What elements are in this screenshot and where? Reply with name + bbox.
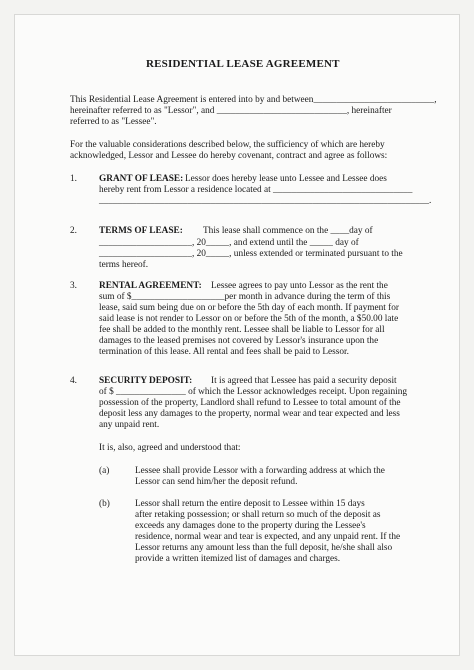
section-2-line-4: terms hereof. — [99, 260, 149, 270]
section-4-also: It is, also, agreed and understood that: — [99, 443, 241, 453]
section-4-line-3: possession of the property, Landlord shall refund to Lessee to total amount of the — [99, 398, 401, 408]
section-4-line-5: any unpaid rent. — [99, 420, 160, 430]
clause-b-line-4: residence, normal wear and tear is expected, and any unpaid rent. If the — [135, 532, 401, 542]
section-3-line-4: said lease is not render to Lessor on or before the 5th of the month, a $50.00 late — [99, 314, 399, 324]
clause-b-line-2: after retaking possession; or shall return so much of the deposit as — [135, 510, 381, 520]
section-1-heading: GRANT OF LEASE: — [99, 174, 184, 184]
intro-line-1: This Residential Lease Agreement is entered into by and between__________________________, — [70, 95, 437, 105]
section-2-number: 2. — [70, 226, 77, 236]
section-3-number: 3. — [70, 281, 77, 291]
section-2-heading: TERMS OF LEASE: — [99, 226, 183, 236]
consideration-line-1: For the valuable considerations described below, the sufficiency of which are hereby — [70, 140, 385, 150]
intro-line-3: referred to as "Lessee". — [70, 117, 157, 127]
section-1-line-3: _______________________________________________________________________. — [99, 196, 432, 206]
section-2-line-2: ____________________, 20_____, and extend until the _____ day of — [99, 238, 359, 248]
section-2-line-1: This lease shall commence on the ____day of — [203, 226, 373, 236]
clause-b-line-5: Lessor returns any amount less than the full deposit, he/she shall also — [135, 543, 393, 553]
section-3-line-1: Lessee agrees to pay unto Lessor as the rent the — [211, 281, 388, 291]
clause-b-line-3: exceeds any damages done to the property during the Lessee's — [135, 521, 366, 531]
section-4-line-4: deposit less any damages to the property, normal wear and tear expected and less — [99, 409, 400, 419]
section-3-line-6: damages to the leased premises not covered by Lessor's insurance upon the — [99, 336, 379, 346]
clause-a-line-1: Lessee shall provide Lessor with a forwarding address at which the — [135, 466, 385, 476]
section-1-line-2: hereby rent from Lessor a residence located at ______________________________ — [99, 185, 413, 195]
section-1-number: 1. — [70, 174, 77, 184]
section-1-line-1: Lessor does hereby lease unto Lessee and Lessee does — [185, 174, 387, 184]
clause-b-line-6: provide a written itemized list of damages and charges. — [135, 554, 341, 564]
section-3-heading: RENTAL AGREEMENT: — [99, 281, 202, 291]
consideration-line-2: acknowledged, Lessor and Lessee do hereby covenant, contract and agree as follows: — [70, 151, 388, 161]
section-3-line-7: termination of this lease. All rental and fees shall be paid to Lessor. — [99, 347, 349, 357]
section-2-line-3: ____________________, 20_____, unless extended or terminated pursuant to the — [99, 249, 403, 259]
section-3-line-2: sum of $____________________per month in advance during the term of this — [99, 292, 391, 302]
clause-a-label: (a) — [99, 466, 110, 476]
section-3-line-5: fee shall be added to the monthly rent. Lessee shall be liable to Lessor for all — [99, 325, 385, 335]
intro-line-2: hereinafter referred to as "Lessor", and ____________________________, hereinafter — [70, 106, 392, 116]
clause-b-label: (b) — [99, 499, 110, 509]
clause-b-line-1: Lessor shall return the entire deposit to Lessee within 15 days — [135, 499, 365, 509]
section-4-number: 4. — [70, 376, 77, 386]
section-4-line-1: It is agreed that Lessee has paid a security deposit — [211, 376, 397, 386]
section-4-line-2: of $ _______________ of which the Lessor acknowledges receipt. Upon regaining — [99, 387, 408, 397]
section-4-heading: SECURITY DEPOSIT: — [99, 376, 193, 386]
section-3-line-3: lease, said sum being due on or before the 5th day of each month. If payment for — [99, 303, 399, 313]
document-title: RESIDENTIAL LEASE AGREEMENT — [146, 58, 340, 70]
document-page — [14, 14, 460, 656]
clause-a-line-2: Lessor can send him/her the deposit refund. — [135, 477, 298, 487]
